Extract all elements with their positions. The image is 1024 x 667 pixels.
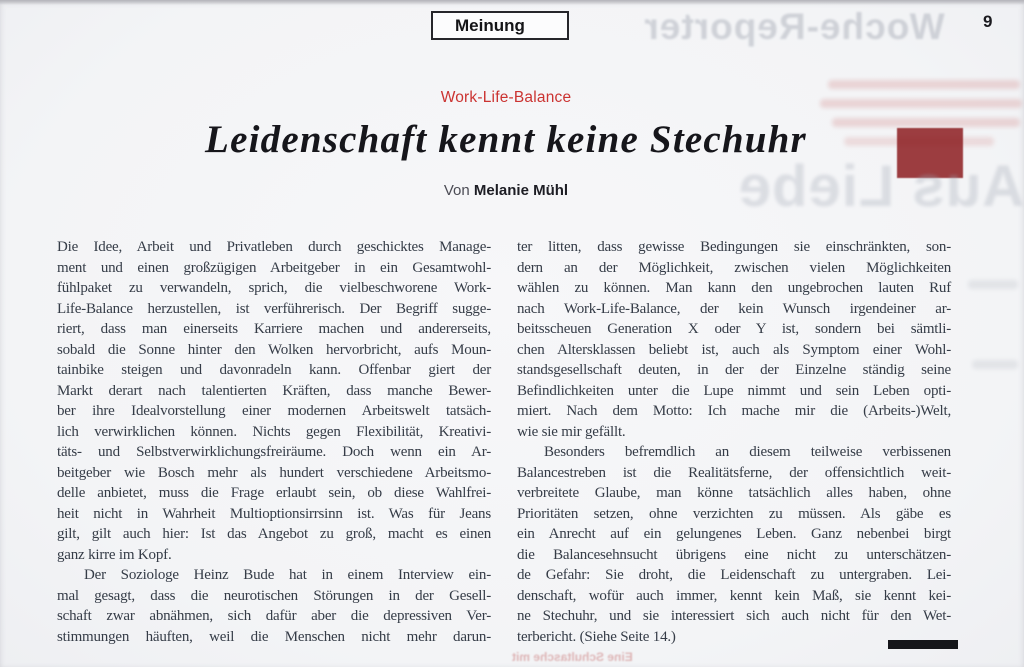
body-column-left	[57, 237, 491, 647]
bleedthrough-text-strip	[972, 360, 1018, 369]
bleedthrough-text-strip	[828, 80, 1020, 89]
body-line: lich verwirklichen können. Nichts gegen Flexibilität, Kreativi-	[57, 423, 491, 440]
body-line: dern an der Möglichkeit, zwischen vielen Möglichkeiten	[517, 259, 951, 276]
article-end-bar	[888, 640, 958, 649]
scan-edge	[0, 0, 1024, 5]
body-line: standsgesellschaft deuten, in der der Einzelne ständig seine	[517, 362, 951, 378]
body-line: stimmungen häuften, weil die Menschen nicht mehr darun-	[57, 628, 491, 645]
body-line: die Balancesehnsucht übrigens eine nicht zu unterschätzen-	[517, 546, 951, 563]
body-line: gilt, gilt auch hier: Ist das Angebot zu groß, macht es einen	[57, 526, 491, 542]
bleedthrough-headline: Aus Liebe	[737, 154, 1024, 219]
body-line: schaft zwar abnähmen, sich dafür aber die depressiven Ver-	[57, 608, 491, 624]
body-line: tainbike steigen und davonradeln kann. Offenbar giert der	[57, 362, 491, 378]
section-label-box	[431, 11, 569, 40]
body-line: Balancestreben ist die Realitätsferne, der offensichtlich weit-	[517, 464, 951, 481]
body-line: heit nicht in Wahrheit Multioptionsirrsinn ist. Was für Jeans	[57, 505, 491, 522]
bleedthrough-text-strip	[968, 280, 1018, 289]
body-line: Prioritäten setzen, ohne verzichten zu müssen. Als gäbe es	[517, 505, 951, 522]
article-kicker: Work-Life-Balance	[440, 89, 572, 106]
body-line: ment und einen großzügigen Arbeitgeber in ein Gesamtwohl-	[57, 259, 491, 276]
body-line: riert, dass man einerseits Karriere machen und andererseits,	[57, 321, 491, 337]
body-line: Die Idee, Arbeit und Privatleben durch geschicktes Manage-	[57, 239, 491, 255]
body-line: nach Work-Life-Balance, der kein Wunsch irgendeiner ar-	[517, 300, 951, 317]
body-line: terbericht. (Siehe Seite 14.)	[517, 628, 676, 645]
body-line: mal gesagt, dass die neurotischen Störungen in der Gesell-	[57, 587, 491, 604]
bleedthrough-masthead: Woche-Reporter	[643, 6, 945, 47]
article-title: Leidenschaft kennt keine Stechuhr	[205, 118, 807, 161]
body-line: verbreitete Glaube, man könne tatsächlich alles haben, ohne	[517, 485, 951, 501]
body-line: wie sie mir gefällt.	[517, 423, 626, 440]
body-line: beitsscheuen Generation X oder Y ist, sondern bei sämtli-	[517, 321, 951, 337]
body-line: denschaft, wofür auch immer, kennt kein Maß, sie kennt kei-	[517, 587, 951, 604]
bleedthrough-caption: Eine Schultasche mit	[512, 650, 633, 664]
body-line: chen Altersklassen beliebt ist, auch als Symptom einer Wohl-	[517, 341, 951, 358]
body-line: täts- und Selbstverwirklichungsfreiräume. Doch wenn ein Ar-	[57, 444, 491, 460]
body-line: ne Stechuhr, und sie interessiert sich auch nicht für den Wet-	[517, 608, 951, 624]
body-line: wählen zu können. Man kann den ungebrochen lauten Ruf	[517, 280, 951, 296]
body-line: delle anbietet, muss die Frage erlaubt sein, ob diese Wahlfrei-	[57, 485, 491, 501]
article-byline	[0, 182, 1012, 199]
body-line: de Gefahr: Sie droht, die Leidenschaft zu untergraben. Lei-	[517, 567, 951, 583]
body-line: Markt derart nach talentierten Kräften, dass manche Bewer-	[57, 382, 491, 399]
section-label: Meinung	[455, 16, 525, 35]
body-line: Besonders befremdlich an diesem teilweise verbissenen	[544, 444, 951, 460]
body-line: miert. Nach dem Motto: Ich mache mir die (Arbeits-)Welt,	[517, 403, 951, 419]
body-line: ganz kirre im Kopf.	[57, 546, 172, 563]
body-line: ber ihre Idealvorstellung einer modernen Arbeitswelt tatsäch-	[57, 403, 491, 419]
body-line: Befindlichkeiten unter die Lupe nimmt und sein Leben opti-	[517, 382, 951, 399]
body-column-right	[517, 237, 951, 647]
body-line: Life-Balance herzustellen, ist verführerisch. Der Begriff sugge-	[57, 300, 491, 317]
body-line: sobald die Sonne hinter den Wolken hervorbricht, aufs Moun-	[57, 341, 491, 358]
byline-prefix: Von	[443, 182, 470, 199]
body-line: ein Anrecht auf ein gelungenes Leben. Ganz nebenbei birgt	[517, 526, 951, 542]
page-number: 9	[983, 12, 993, 31]
body-line: beitgeber wie Bosch mehr als hundert verschiedene Arbeitsmo-	[57, 464, 491, 481]
body-line: Der Soziologe Heinz Bude hat in einem Interview ein-	[84, 567, 491, 583]
body-line: fühlpaket zu verwandeln, sprich, die vielbeschworene Work-	[57, 280, 491, 296]
body-line: ter litten, dass gewisse Bedingungen sie einschränkten, son-	[517, 239, 951, 255]
byline-author: Melanie Mühl	[473, 182, 569, 199]
